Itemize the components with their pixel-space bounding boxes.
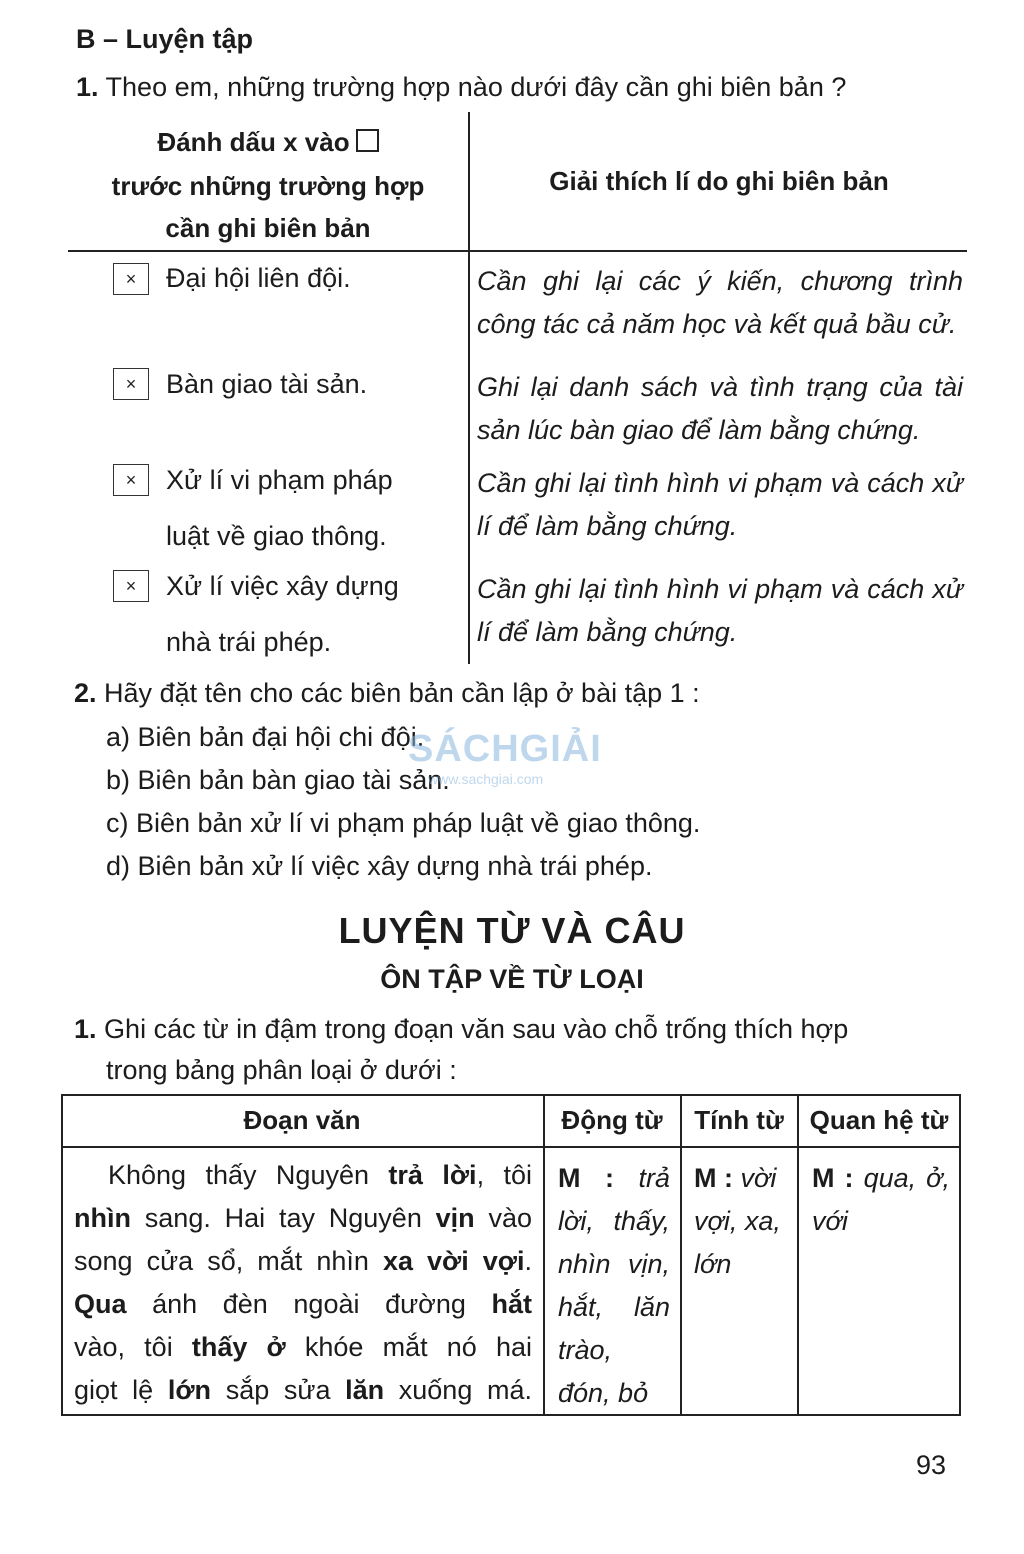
lesson-subtitle: ÔN TẬP VỀ TỪ LOẠI (380, 964, 644, 994)
question-3-line2: trong bảng phân loại ở dưới : (106, 1055, 457, 1085)
m-label: M : (694, 1163, 733, 1193)
question-number: 2. (74, 678, 97, 708)
passage-segment: song cửa sổ, mắt nhìn (74, 1246, 383, 1276)
table2-col-divider (797, 1094, 799, 1416)
passage-segment: . (524, 1246, 532, 1276)
m-label: M : (812, 1163, 854, 1193)
question-number: 1. (76, 72, 99, 102)
passage-line (74, 1369, 532, 1412)
bold-word: Qua (74, 1289, 127, 1319)
reason-text: Ghi lại danh sách và tình trạng của tài sản lúc bàn giao để làm bằng chứng. (477, 372, 963, 445)
relatives-list: qua, ở, với (812, 1163, 950, 1236)
case-line: Xử lí việc xây dựng (166, 571, 399, 601)
bold-word: hắt (491, 1289, 532, 1319)
table2-col-divider (543, 1094, 545, 1416)
passage-line (74, 1326, 532, 1369)
header-passage: Đoạn văn (243, 1105, 361, 1135)
answer-b: b) Biên bản bàn giao tài sản. (106, 765, 450, 795)
question-1 (76, 72, 846, 103)
passage-segment: khóe mắt nó hai (285, 1332, 532, 1362)
relatives-answer (812, 1157, 950, 1243)
watermark-text: SÁCHGIẢI (408, 728, 602, 770)
bold-word: thấy (191, 1332, 248, 1362)
passage-segment: vào (474, 1203, 532, 1233)
passage-line (74, 1240, 532, 1283)
table2-header-divider (61, 1146, 961, 1148)
bold-word: lăn (345, 1375, 385, 1405)
case-line: luật về giao thông. (166, 521, 387, 551)
passage-line (74, 1283, 532, 1326)
passage-segment: ánh đèn ngoài đường (126, 1289, 492, 1319)
header-line: trước những trường hợp (111, 171, 425, 201)
checkbox-checked[interactable]: × (113, 263, 149, 295)
passage-segment: vào, tôi (74, 1332, 192, 1362)
table1-col2-header: Giải thích lí do ghi biên bản (549, 166, 889, 196)
question-number: 1. (74, 1014, 97, 1044)
page-number: 93 (916, 1450, 947, 1480)
answer-a: a) Biên bản đại hội chi đội. (106, 722, 425, 752)
header-relatives: Quan hệ từ (809, 1105, 949, 1135)
passage-segment: giọt lệ (74, 1375, 168, 1405)
passage-line (74, 1197, 532, 1240)
header-adjectives: Tính từ (694, 1105, 784, 1135)
case-label (166, 452, 456, 564)
passage-segment: xuống má. (384, 1375, 532, 1405)
reason-text: Cần ghi lại tình hình vi phạm và cách xử lí để làm bằng chứng. (477, 574, 963, 647)
passage-segment: sang. Hai tay Nguyên (130, 1203, 436, 1233)
lesson-title: LUYỆN TỪ VÀ CÂU (338, 910, 686, 951)
case-label: Đại hội liên đội. (166, 263, 351, 293)
passage-segment: sắp sửa (211, 1375, 346, 1405)
verbs-list: trả lời, thấy, nhìn vịn, hắt, lăn trào, đón, bỏ (558, 1163, 670, 1408)
passage-text (74, 1154, 532, 1412)
bold-word: vịn (435, 1203, 475, 1233)
answer-d: d) Biên bản xử lí việc xây dựng nhà trái phép. (106, 851, 653, 881)
passage-segment: Không thấy Nguyên (108, 1160, 389, 1190)
case-label: Bàn giao tài sản. (166, 369, 368, 399)
watermark-url: www.sachgiai.com (428, 771, 544, 787)
verbs-answer (558, 1157, 670, 1415)
case-line: nhà trái phép. (166, 627, 332, 657)
table2-col-divider (680, 1094, 682, 1416)
watermark (408, 728, 618, 823)
case-line: Xử lí vi phạm pháp (166, 465, 393, 495)
header-verbs: Động từ (561, 1105, 663, 1135)
bold-word: ở (266, 1332, 286, 1362)
adjectives-list: vời vợi, xa, lớn (694, 1163, 781, 1279)
section-heading: B – Luyện tập (76, 24, 254, 54)
question-text: Hãy đặt tên cho các biên bản cần lập ở bài tập 1 : (104, 678, 700, 708)
answer-c: c) Biên bản xử lí vi phạm pháp luật về giao thông. (106, 808, 701, 838)
question-3 (74, 1014, 848, 1045)
bold-word: nhìn (74, 1203, 131, 1233)
checkbox-checked[interactable]: × (113, 368, 149, 400)
bold-word: trả lời (388, 1160, 477, 1190)
table1-col1-header (76, 120, 460, 248)
header-line: Đánh dấu x vào (157, 127, 350, 157)
bold-word: xa vời vợi (382, 1246, 525, 1276)
checkbox-checked[interactable]: × (113, 464, 149, 496)
bold-word: lớn (167, 1375, 212, 1405)
case-label (166, 558, 456, 670)
passage-line (74, 1154, 532, 1197)
reason-text: Cần ghi lại các ý kiến, chương trình công tác cả năm học và kết quả bầu cử. (477, 266, 963, 339)
adjectives-answer (694, 1157, 790, 1286)
checkbox-checked[interactable]: × (113, 570, 149, 602)
question-text: Ghi các từ in đậm trong đoạn văn sau vào chỗ trống thích hợp (104, 1014, 849, 1044)
header-line: cần ghi biên bản (165, 213, 371, 243)
question-text: Theo em, những trường hợp nào dưới đây cần ghi biên bản ? (105, 72, 847, 102)
table1-column-divider (468, 112, 470, 664)
passage-segment (247, 1332, 266, 1362)
m-label: M : (558, 1163, 614, 1193)
empty-checkbox-icon (356, 129, 379, 152)
passage-segment: , tôi (476, 1160, 532, 1190)
reason-text: Cần ghi lại tình hình vi phạm và cách xử lí để làm bằng chứng. (477, 468, 963, 541)
question-2 (74, 678, 700, 709)
